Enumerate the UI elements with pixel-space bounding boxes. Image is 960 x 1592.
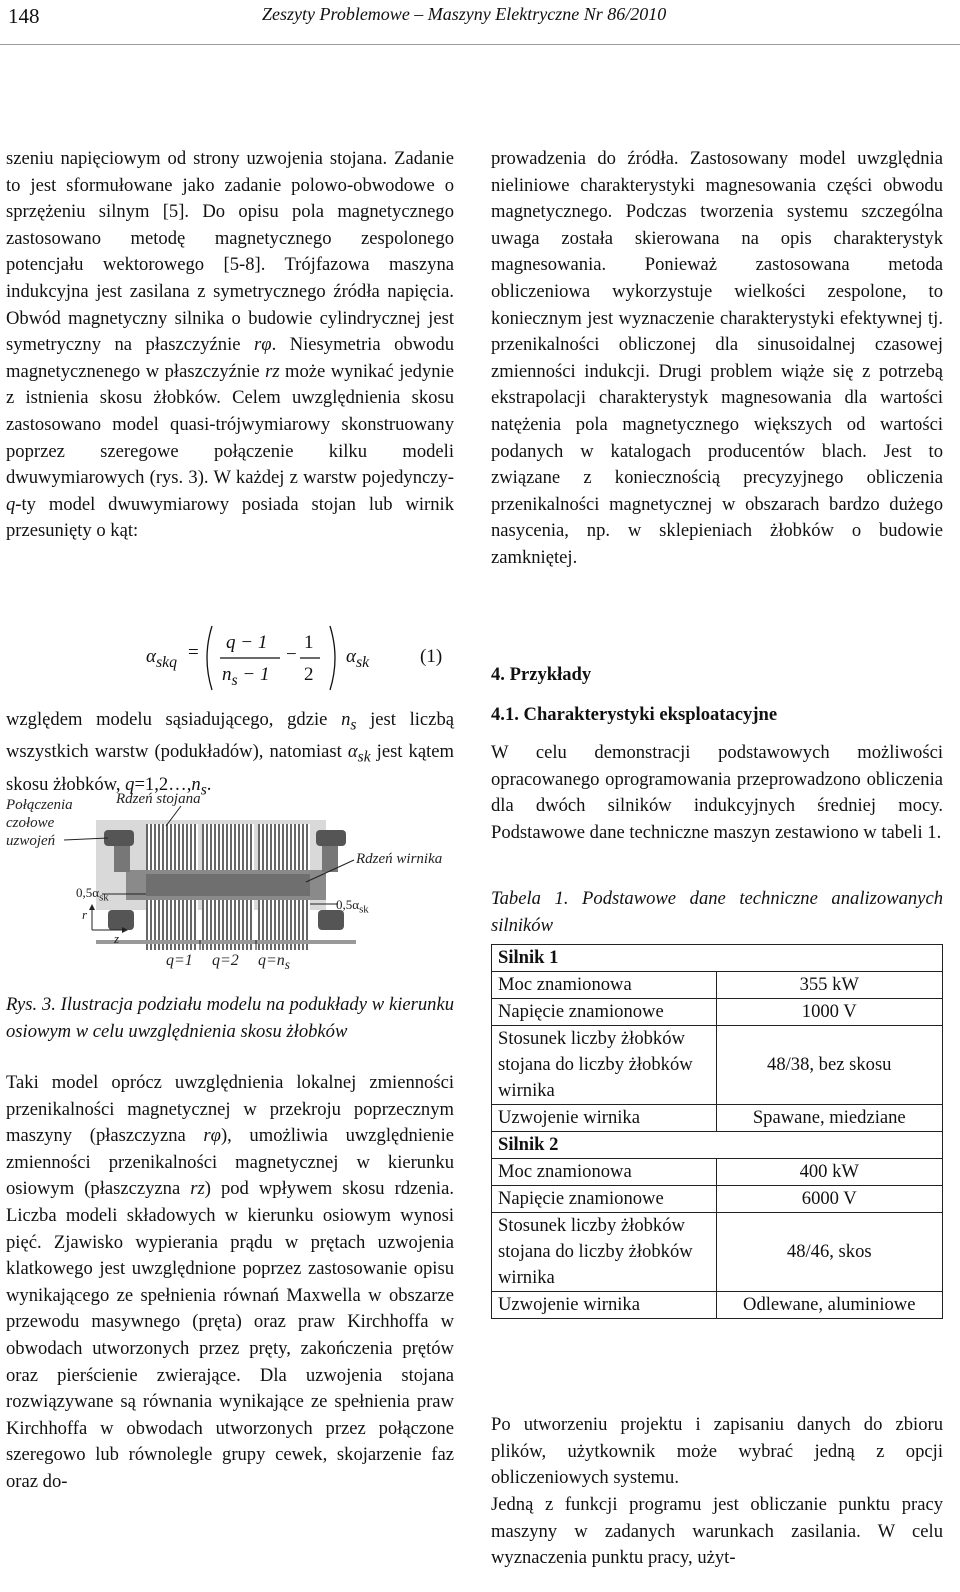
figure-label-z: z bbox=[114, 931, 120, 946]
motor-2-row-label: Napięcie znamionowe bbox=[492, 1186, 717, 1213]
table-1-caption: Tabela 1. Podstawowe dane techniczne analizowanych silników bbox=[491, 888, 943, 936]
motor-2-row-value: 48/46, skos bbox=[716, 1213, 942, 1292]
table-1 bbox=[491, 944, 943, 1319]
equation-1: $\alpha_{skq}$ = q − 1 $n_s - 1$ − 1 2 $\alpha_{sk}$ bbox=[140, 622, 460, 694]
motor-2-row-label: Uzwojenie wirnika bbox=[492, 1292, 717, 1319]
section-heading-4-1: 4.1. Charakterystyki eksploatacyjne bbox=[491, 704, 778, 725]
table-row bbox=[492, 1105, 943, 1132]
table-row bbox=[492, 999, 943, 1026]
motor-1-row-value: Spawane, miedziane bbox=[716, 1105, 942, 1132]
motor-2-header-row bbox=[492, 1132, 943, 1159]
journal-title: Zeszyty Problemowe – Maszyny Elektryczne Nr 86/2010 bbox=[262, 4, 667, 24]
left-paragraph-1: szeniu napięciowym od strony uzwojenia stojana. Zadanie to jest sformułowane jako zadanie polowo-obwodowe o sprzężeniu silnym [5]. Do opisu pola magnetycznego zastosowano metodę magnetycznego zespolonego potencjału wektorowego [5-8]. Trójfazowa maszyna indukcyjna jest zasilana z symetrycznego źródła napięcia. Obwód magnetyczny silnika o budowie cylindrycznej jest symetryczny na płaszczyźnie rφ. Niesymetria obwodu magnetycznenego w płaszczyźnie rz może wynikać jedynie z istnienia skosu żłobków. Celem uwzględnienia skosu zastosowano model quasi-trójwymiarowy skonstruowany poprzez szeregowe połączenie kilku modeli dwuwymiarowych (rys. 3). W każdej z warstw pojedynczy- q-ty model dwuwymiarowy posiada stojan lub wirnik przesunięty o kąt: bbox=[6, 148, 454, 542]
figure-label-rotor: Rdzeń wirnika bbox=[356, 851, 443, 867]
table-row bbox=[492, 1292, 943, 1319]
figure-label-q2: q=2 bbox=[212, 952, 239, 969]
figure-label-stator: Rdzeń stojana bbox=[116, 791, 201, 807]
motor-2-row-value: 6000 V bbox=[716, 1186, 942, 1213]
right-paragraph-3: Po utworzeniu projektu i zapisaniu danych do zbioru plików, użytkownik może wybrać jedną z opcji obliczeniowych systemu. bbox=[491, 1414, 943, 1489]
motor-1-header-row bbox=[492, 945, 943, 972]
right-paragraph-2: W celu demonstracji podstawowych możliwości opracowanego oprogramowania przeprowadzono obliczenia dla dwóch silników indukcyjnych średniej mocy. Podstawowe dane techniczne maszyn zestawiono w tabeli 1. bbox=[491, 742, 943, 843]
table-row bbox=[492, 1213, 943, 1292]
page-number: 148 bbox=[8, 4, 40, 28]
motor-1-row-label: Moc znamionowa bbox=[492, 972, 717, 999]
right-paragraph-1: prowadzenia do źródła. Zastosowany model uwzględnia nieliniowe charakterystyki magnesowania części obwodu magnetycznego. Podczas tworzenia systemu szczególna uwaga została skierowana na opis charakterystyk magnesowania. Ponieważ zastosowana metoda obliczeniowa wykorzystuje wielkości zespolone, to koniecznym jest wyznaczenie charakterystyki efektywnej tj. przenikalności obliczonej dla sinusoidalnej czasowej zmienności indukcji. Drugi problem wiąże się z potrzebą ekstrapolacji charakterystyk magnesowania dla wartości natężenia pola magnetycznego większych od wartości podanych w katalogach producentów blach. Jest to związane z koniecznością precyzyjnego obliczenia przenikalności magnetycznej w obszarach bardzo dużego nasycenia, np. w sklepieniach żłobków o budowie zamkniętej. bbox=[491, 148, 943, 568]
motor-1-row-label: Napięcie znamionowe bbox=[492, 999, 717, 1026]
motor-2-row-label: Moc znamionowa bbox=[492, 1159, 717, 1186]
left-paragraph-2: względem modelu sąsiadującego, gdzie $n_s$ jest liczbą wszystkich warstw (podukładów), natomiast $\alpha_{sk}$ jest kątem skosu żłobków, $q=1,2\dots,n_s$. bbox=[6, 709, 454, 799]
figure-label-q1: q=1 bbox=[166, 952, 193, 969]
motor-2-row-value: 400 kW bbox=[716, 1159, 942, 1186]
figure-label-connections: Połączenia czołowe uzwojeń bbox=[6, 797, 73, 849]
figure-label-half-alpha-left: $0,5\alpha_{sk}$ bbox=[76, 885, 109, 904]
motor-1-row-label: Stosunek liczby żłobków stojana do liczby żłobków wirnika bbox=[492, 1026, 717, 1105]
table-row bbox=[492, 1186, 943, 1213]
right-paragraph-4: Jedną z funkcji programu jest obliczanie punktu pracy maszyny w zadanych warunkach zasilania. W celu wyznaczenia punktu pracy, użyt- bbox=[491, 1494, 943, 1569]
table-row bbox=[492, 1026, 943, 1105]
motor-1-row-value: 355 kW bbox=[716, 972, 942, 999]
equation-number: (1) bbox=[420, 646, 443, 667]
table-row bbox=[492, 1159, 943, 1186]
figure-label-r: r bbox=[82, 907, 88, 922]
motor-1-title: Silnik 1 bbox=[492, 945, 943, 972]
motor-1-row-value: 1000 V bbox=[716, 999, 942, 1026]
table-row bbox=[492, 972, 943, 999]
figure-3-caption: Rys. 3. Ilustracja podziału modelu na podukłady w kierunku osiowym w celu uwzględnienia skosu żłobków bbox=[6, 994, 454, 1042]
figure-label-qns: $q=n_s$ bbox=[258, 952, 290, 973]
section-heading-4: 4. Przykłady bbox=[491, 664, 592, 685]
figure-label-half-alpha-right: $0,5\alpha_{sk}$ bbox=[336, 897, 369, 916]
left-paragraph-3: Taki model oprócz uwzględnienia lokalnej zmienności przenikalności magnetycznej w przekroju poprzecznym maszyny (płaszczyzna rφ), umożliwia uwzględnienie zmienności przenikalności magnetycznej w kierunku osiowym (płaszczyzna rz) pod wpływem skosu rdzenia. Liczba modeli składowych w kierunku osiowym wynosi pięć. Zjawisko wypierania prądu w prętach uzwojenia klatkowego jest uwzględnione poprzez zastosowanie opisu wynikającego ze spełnienia równań Maxwella w obszarze przewodu masywnego (pręta) oraz praw Kirchhoffa w obwodach utworzonych przez pręty, zakończenia prętów oraz pierścienie zwierające. Dla uzwojenia stojana rozwiązywane są równania wynikające ze spełnienia praw Kirchhoffa w obwodach utworzonych przez połączone szeregowo lub równolegle grupy cewek, skojarzenie faz oraz do- bbox=[6, 1072, 454, 1492]
header-rule bbox=[0, 44, 960, 45]
motor-2-row-value: Odlewane, aluminiowe bbox=[716, 1292, 942, 1319]
motor-1-row-value: 48/38, bez skosu bbox=[716, 1026, 942, 1105]
motor-2-title: Silnik 2 bbox=[492, 1132, 943, 1159]
motor-2-row-label: Stosunek liczby żłobków stojana do liczby żłobków wirnika bbox=[492, 1213, 717, 1292]
figure-3 bbox=[6, 790, 456, 980]
motor-1-row-label: Uzwojenie wirnika bbox=[492, 1105, 717, 1132]
